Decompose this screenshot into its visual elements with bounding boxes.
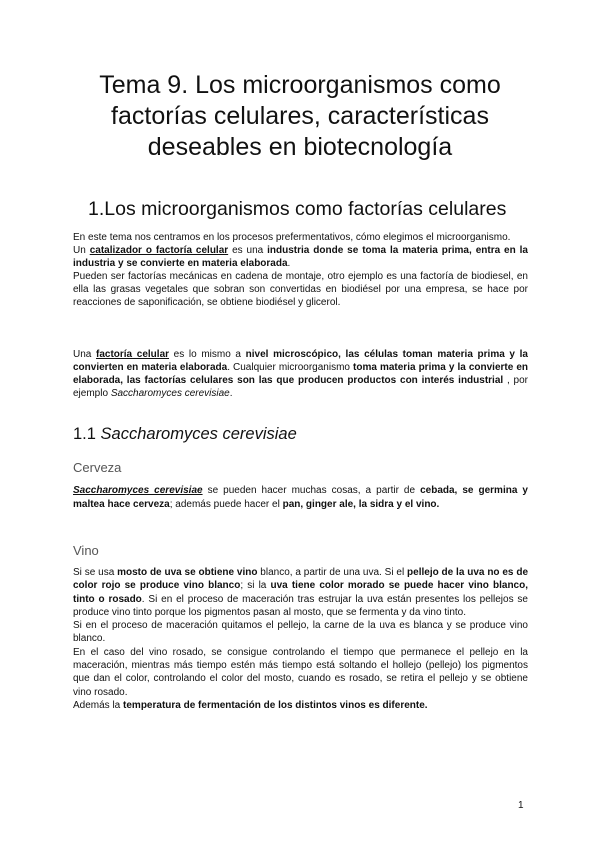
text-run: ; si la [240, 580, 271, 592]
intro-block [73, 232, 528, 309]
text-run: . Cualquier microorganismo [227, 361, 354, 373]
cerveza-heading: Cerveza [73, 460, 122, 475]
text-run-bold: uva tiene color morado se puede hacer vino blanco, tinto o rosado [73, 580, 529, 605]
term-factoria-celular: factoría celular [96, 349, 170, 360]
vino-heading: Vino [73, 543, 99, 558]
text-run-bold: cebada, se germina y maltea hace cerveza [73, 485, 528, 510]
text-run: Una [73, 349, 96, 360]
text-run-bold: nivel microscópico, las células toman materia prima y la convierten en materia elaborada [73, 349, 528, 373]
text-run: es una [228, 244, 268, 256]
text-run: Un [73, 244, 90, 256]
vino-paragraph-1 [73, 566, 528, 619]
text-run: blanco, a partir de una uva. Si el [257, 567, 408, 578]
intro-paragraph-3: Pueden ser factorías mecánicas en cadena de montaje, otro ejemplo es una factoría de biodiesel, en ella las grasas vegetales que sobran son convertidas en biodiésel por una empresa, se hace por reacciones de saponificación, se obtiene biodiésel y glicerol. [73, 270, 528, 308]
page-number: 1 [518, 800, 524, 811]
text-run-bold: industria donde se toma la materia prima, entra en la industria y se convierte en materia elaborada [73, 244, 528, 269]
cerveza-paragraph [73, 484, 528, 511]
text-run-bold: mosto de uva se obtiene vino [117, 567, 258, 578]
text-run-bold: temperatura de fermentación de los distintos vinos es diferente. [123, 699, 428, 711]
text-run: Si se usa [73, 567, 118, 578]
text-run: . Si en el proceso de maceración tras estrujar la uva están presentes los pellejos se produce vino tinto porque los pigmentos pasan al mosto, que se fermenta y da vino tinto. [73, 593, 528, 618]
text-run: ; además puede hacer el [169, 498, 283, 510]
text-run: . [229, 387, 233, 399]
factoria-paragraph [73, 349, 528, 401]
title-line-1: Tema 9. Los microorganismos como [99, 71, 501, 99]
term-catalizador: catalizador o factoría celular [89, 244, 229, 256]
vino-paragraph-4 [73, 699, 528, 712]
species-name: Saccharomyces cerevisiae [73, 485, 203, 496]
section-1-heading: 1.Los microorganismos como factorías celulares [88, 198, 507, 220]
text-run: , por ejemplo [73, 374, 528, 399]
intro-paragraph-2 [73, 245, 528, 271]
text-run: es lo mismo a [169, 349, 246, 360]
text-run: Además la [73, 699, 124, 711]
text-run-bold: toma materia prima y la convierte en elaborada, las factorías celulares son las que producen productos con interés industrial [73, 361, 528, 386]
vino-paragraph-3: En el caso del vino rosado, se consigue controlando el tiempo que permanece el pellejo en la maceración, mientras más tiempo estén más tiempo está soltando el hollejo (pellejo) los pigmentos que dan el color, controlando el color del mosto, cuando es rosado, se retira el pellejo y se obtiene vino rosado. [73, 646, 528, 698]
section-number: 1.1 [73, 425, 101, 443]
text-run: . [287, 257, 291, 269]
title-line-3: deseables en biotecnología [147, 133, 453, 161]
intro-paragraph-1: En este tema nos centramos en los procesos prefermentativos, cómo elegimos el microorganismo. [73, 232, 511, 243]
text-run-bold: pan, ginger ale, la sidra y el vino. [282, 498, 440, 510]
page-title [40, 70, 560, 163]
text-run: se pueden hacer muchas cosas, a partir de [202, 485, 421, 496]
species-name: Saccharomyces cerevisiae [110, 387, 230, 399]
section-name: Saccharomyces cerevisiae [100, 425, 297, 443]
text-run-bold: pellejo de la uva no es de color rojo se produce vino blanco [73, 567, 529, 592]
vino-block [73, 566, 528, 712]
section-1-1-heading [73, 425, 297, 444]
title-line-2: factorías celulares, características [111, 102, 489, 130]
vino-paragraph-2: Si en el proceso de maceración quitamos el pellejo, la carne de la uva es blanca y se produce vino blanco. [73, 620, 528, 645]
